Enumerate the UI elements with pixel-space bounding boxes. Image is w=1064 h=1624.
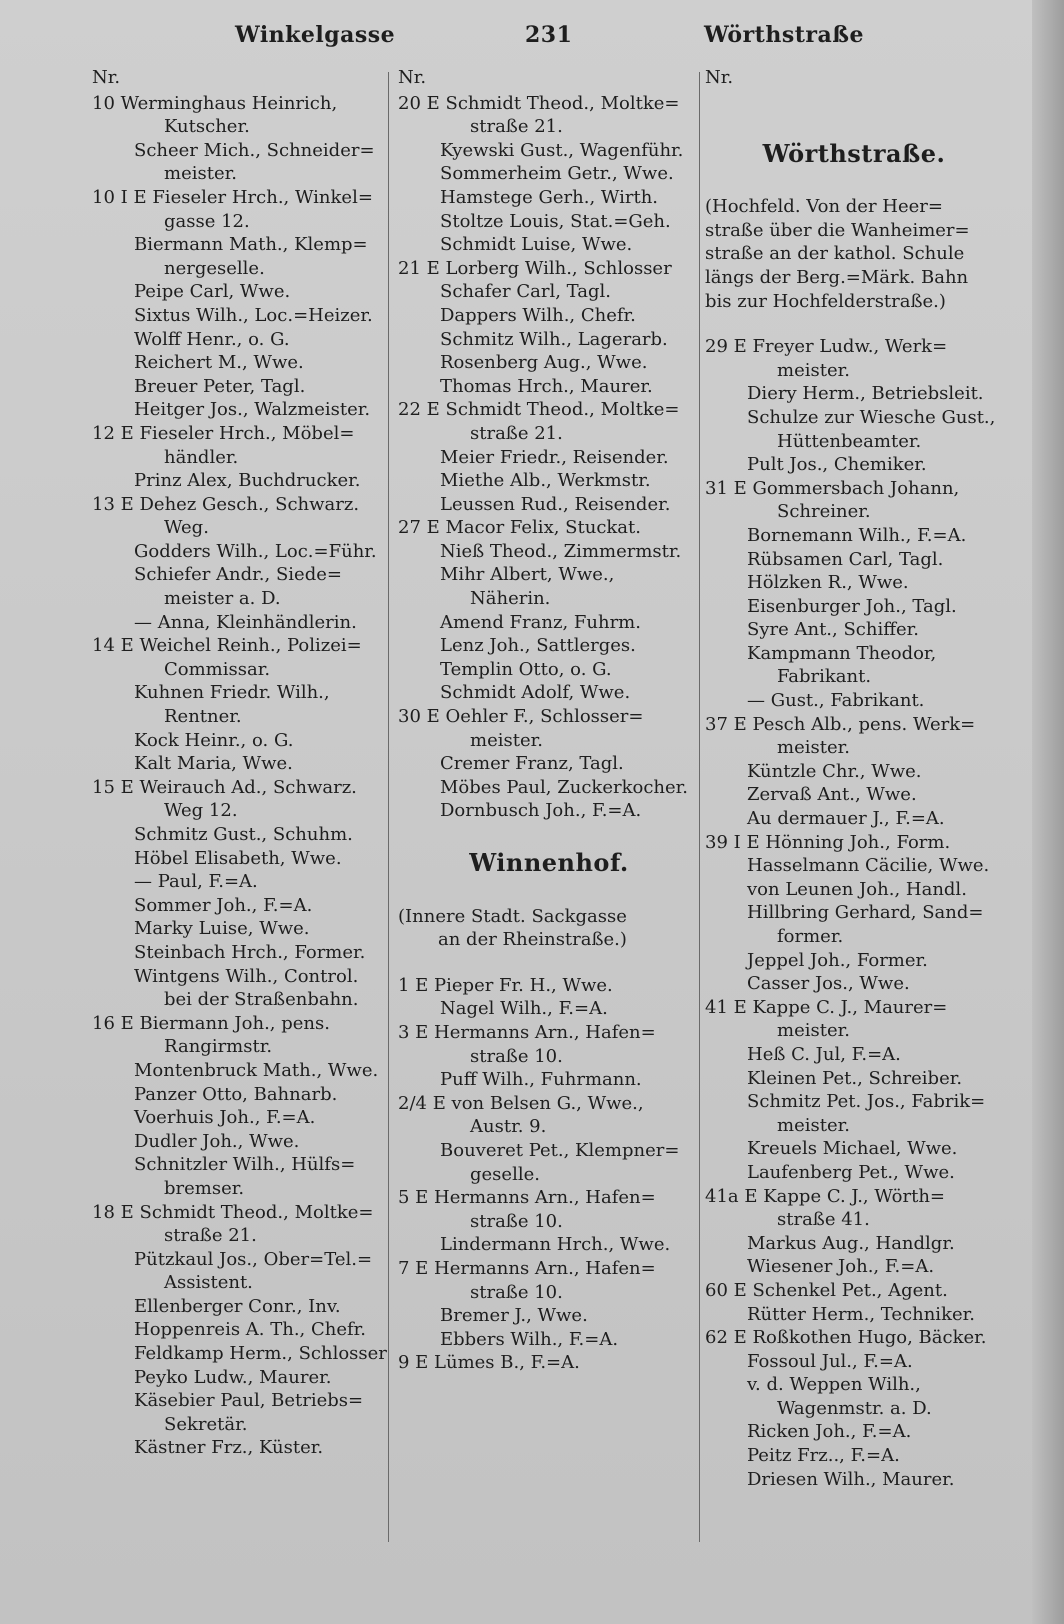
resident-entry-line: Jeppel Joh., Former. [747, 949, 928, 971]
resident-entry-line: Reichert M., Wwe. [134, 352, 304, 374]
street-description-line: an der Rheinstraße.) [438, 929, 627, 951]
resident-entry-line: Möbes Paul, Zuckerkocher. [440, 776, 688, 798]
resident-entry-line: Breuer Peter, Tagl. [134, 375, 306, 397]
resident-entry-line: bremser. [164, 1177, 245, 1199]
resident-entry-line: Leussen Rud., Reisender. [440, 493, 671, 515]
resident-entry-line: meister. [777, 737, 850, 759]
resident-entry-line: Weg 12. [164, 800, 238, 822]
house-entry-line: 41a E Kappe C. J., Wörth= [705, 1185, 946, 1207]
house-entry-line: 22 E Schmidt Theod., Moltke= [398, 399, 680, 421]
resident-entry-line: Ebbers Wilh., F.=A. [440, 1328, 619, 1350]
resident-entry-line: Hüttenbeamter. [777, 430, 922, 452]
house-entry-line: 7 E Hermanns Arn., Hafen= [398, 1257, 656, 1279]
resident-entry-line: Peyko Ludw., Maurer. [134, 1366, 332, 1388]
resident-entry-line: nergeselle. [164, 257, 265, 279]
street-description-line: straße an der kathol. Schule [705, 243, 965, 265]
resident-entry-line: Schulze zur Wiesche Gust., [747, 406, 996, 428]
resident-entry-line: Wolff Henr., o. G. [134, 328, 290, 350]
resident-entry-line: Diery Herm., Betriebsleit. [747, 383, 984, 405]
resident-entry-line: Heitger Jos., Walzmeister. [134, 399, 371, 421]
resident-entry-line: Weg. [164, 517, 209, 539]
resident-entry-line: Driesen Wilh., Maurer. [747, 1468, 955, 1490]
resident-entry-line: Näherin. [470, 588, 551, 610]
resident-entry-line: Höbel Elisabeth, Wwe. [134, 847, 342, 869]
house-entry-line: 31 E Gommersbach Johann, [705, 477, 960, 499]
resident-entry-line: Nagel Wilh., F.=A. [440, 998, 608, 1020]
resident-entry-line: straße 21. [470, 422, 563, 444]
house-entry-line: 18 E Schmidt Theod., Moltke= [92, 1201, 374, 1223]
resident-entry-line: — Paul, F.=A. [134, 871, 258, 893]
resident-entry-line: Ellenberger Conr., Inv. [134, 1295, 341, 1317]
resident-entry-line: Schnitzler Wilh., Hülfs= [134, 1154, 356, 1176]
resident-entry-line: Marky Luise, Wwe. [134, 918, 310, 940]
column-3 [705, 66, 1003, 1491]
house-entry-line: 3 E Hermanns Arn., Hafen= [398, 1021, 656, 1043]
resident-entry-line: Kuhnen Friedr. Wilh., [134, 682, 330, 704]
house-entry-line: 14 E Weichel Reinh., Polizei= [92, 635, 362, 657]
resident-entry-line: Sommerheim Getr., Wwe. [440, 163, 674, 185]
resident-entry-line: Sommer Joh., F.=A. [134, 894, 313, 916]
resident-entry-line: Lenz Joh., Sattlerges. [440, 635, 636, 657]
resident-entry-line: straße 41. [777, 1209, 870, 1231]
number-column-heading: Nr. [398, 67, 427, 88]
resident-entry-line: Rangirmstr. [164, 1036, 273, 1058]
resident-entry-line: meister. [777, 1020, 850, 1042]
resident-entry-line: meister a. D. [164, 588, 281, 610]
resident-entry-line: Wagenmstr. a. D. [777, 1397, 932, 1419]
resident-entry-line: Hillbring Gerhard, Sand= [747, 902, 984, 924]
resident-entry-line: Hölzken R., Wwe. [747, 572, 909, 594]
resident-entry-line: Schreiner. [777, 501, 871, 523]
house-entry-line: 10 Werminghaus Heinrich, [92, 92, 338, 114]
house-entry-line: 27 E Macor Felix, Stuckat. [398, 517, 641, 539]
resident-entry-line: Hasselmann Cäcilie, Wwe. [747, 855, 990, 877]
street-description-line: bis zur Hochfelderstraße.) [705, 290, 946, 312]
resident-entry-line: gasse 12. [164, 210, 250, 232]
page-spine-shadow [1032, 0, 1064, 1624]
resident-entry-line: händler. [164, 446, 239, 468]
resident-entry-line: Laufenberg Pet., Wwe. [747, 1161, 955, 1183]
resident-entry-line: Rütter Herm., Techniker. [747, 1303, 975, 1325]
house-entry-line: 62 E Roßkothen Hugo, Bäcker. [705, 1327, 987, 1349]
resident-entry-line: meister. [777, 1114, 850, 1136]
page-number: 231 [525, 22, 573, 48]
resident-entry-line: — Anna, Kleinhändlerin. [134, 611, 357, 633]
resident-entry-line: Heß C. Jul, F.=A. [747, 1043, 901, 1065]
resident-entry-line: geselle. [470, 1163, 540, 1185]
house-entry-line: 21 E Lorberg Wilh., Schlosser [398, 257, 672, 279]
house-entry-line: 16 E Biermann Joh., pens. [92, 1012, 330, 1034]
resident-entry-line: Miethe Alb., Werkmstr. [440, 470, 651, 492]
house-entry-line: 12 E Fieseler Hrch., Möbel= [92, 422, 355, 444]
resident-entry-line: meister. [470, 729, 543, 751]
resident-entry-line: Kästner Frz., Küster. [134, 1437, 324, 1459]
resident-entry-line: straße 21. [470, 116, 563, 138]
resident-entry-line: Scheer Mich., Schneider= [134, 139, 375, 161]
resident-entry-line: Bouveret Pet., Klempner= [440, 1139, 680, 1161]
house-entry-line: 9 E Lümes B., F.=A. [398, 1352, 580, 1374]
resident-entry-line: Rübsamen Carl, Tagl. [747, 548, 944, 570]
column-1 [92, 66, 394, 1460]
header-left-street: Winkelgasse [235, 22, 396, 48]
resident-entry-line: Peitz Frz.., F.=A. [747, 1445, 900, 1467]
spacer [398, 952, 700, 974]
resident-entry-line: Au dermauer J., F.=A. [747, 808, 945, 830]
resident-entry-line: Biermann Math., Klemp= [134, 234, 368, 256]
resident-entry-line: Schafer Carl, Tagl. [440, 281, 612, 303]
resident-entry-line: — Gust., Fabrikant. [747, 690, 925, 712]
resident-entry-line: Nieß Theod., Zimmermstr. [440, 540, 682, 562]
house-entry-line: 1 E Pieper Fr. H., Wwe. [398, 974, 613, 996]
resident-entry-line: Schmitz Wilh., Lagerarb. [440, 328, 668, 350]
house-entry-line: 30 E Oehler F., Schlosser= [398, 706, 644, 728]
street-description-line: längs der Berg.=Märk. Bahn [705, 266, 969, 288]
house-entry-line: 39 I E Hönning Joh., Form. [705, 831, 951, 853]
resident-entry-line: Schiefer Andr., Siede= [134, 564, 342, 586]
resident-entry-line: Dudler Joh., Wwe. [134, 1130, 300, 1152]
resident-entry-line: Puff Wilh., Fuhrmann. [440, 1069, 642, 1091]
resident-entry-line: Casser Jos., Wwe. [747, 973, 910, 995]
resident-entry-line: Kyewski Gust., Wagenführ. [440, 139, 684, 161]
resident-entry-line: meister. [164, 163, 237, 185]
resident-entry-line: straße 10. [470, 1281, 563, 1303]
resident-entry-line: Kalt Maria, Wwe. [134, 753, 293, 775]
resident-entry-line: Kutscher. [164, 116, 250, 138]
resident-entry-line: Meier Friedr., Reisender. [440, 446, 669, 468]
resident-entry-line: Stoltze Louis, Stat.=Geh. [440, 210, 671, 232]
resident-entry-line: Wintgens Wilh., Control. [134, 965, 359, 987]
resident-entry-line: Mihr Albert, Wwe., [440, 564, 615, 586]
resident-entry-line: Templin Otto, o. G. [440, 658, 612, 680]
resident-entry-line: Eisenburger Joh., Tagl. [747, 595, 957, 617]
house-entry-line: 41 E Kappe C. J., Maurer= [705, 996, 948, 1018]
resident-entry-line: Syre Ant., Schiffer. [747, 619, 920, 641]
header-right-street: Wörthstraße [704, 22, 864, 48]
resident-entry-line: straße 10. [470, 1045, 563, 1067]
resident-entry-line: Cremer Franz, Tagl. [440, 753, 624, 775]
resident-entry-line: Kock Heinr., o. G. [134, 729, 294, 751]
spacer [705, 92, 1003, 114]
resident-entry-line: Dappers Wilh., Chefr. [440, 304, 636, 326]
resident-entry-line: Sixtus Wilh., Loc.=Heizer. [134, 304, 373, 326]
resident-entry-line: Pützkaul Jos., Ober=Tel.= [134, 1248, 373, 1270]
resident-entry-line: Markus Aug., Handlgr. [747, 1232, 955, 1254]
resident-entry-line: Kreuels Michael, Wwe. [747, 1138, 958, 1160]
street-description-line: (Hochfeld. Von der Heer= [705, 196, 943, 218]
number-column-heading: Nr. [705, 67, 734, 88]
house-entry-line: 13 E Dehez Gesch., Schwarz. [92, 493, 360, 515]
resident-entry-line: Hamstege Gerh., Wirth. [440, 186, 659, 208]
street-section-title: Wörthstraße. [762, 138, 946, 168]
house-entry-line: 2/4 E von Belsen G., Wwe., [398, 1092, 644, 1114]
resident-entry-line: Peipe Carl, Wwe. [134, 281, 291, 303]
resident-entry-line: Bornemann Wilh., F.=A. [747, 524, 967, 546]
resident-entry-line: Voerhuis Joh., F.=A. [134, 1107, 316, 1129]
page-header [0, 14, 1064, 50]
house-entry-line: 15 E Weirauch Ad., Schwarz. [92, 776, 357, 798]
resident-entry-line: Pult Jos., Chemiker. [747, 454, 927, 476]
resident-entry-line: Prinz Alex, Buchdrucker. [134, 470, 361, 492]
resident-entry-line: Feldkamp Herm., Schlosser [134, 1343, 387, 1365]
resident-entry-line: Hoppenreis A. Th., Chefr. [134, 1319, 367, 1341]
resident-entry-line: meister. [777, 359, 850, 381]
resident-entry-line: straße 10. [470, 1210, 563, 1232]
resident-entry-line: bei der Straßenbahn. [164, 989, 359, 1011]
resident-entry-line: Wiesener Joh., F.=A. [747, 1256, 935, 1278]
resident-entry-line: former. [777, 926, 844, 947]
resident-entry-line: Fabrikant. [777, 666, 872, 688]
resident-entry-line: Käsebier Paul, Betriebs= [134, 1390, 364, 1412]
resident-entry-line: Godders Wilh., Loc.=Führ. [134, 540, 377, 562]
resident-entry-line: Amend Franz, Fuhrm. [440, 611, 641, 633]
house-entry-line: 5 E Hermanns Arn., Hafen= [398, 1187, 656, 1209]
resident-entry-line: Montenbruck Math., Wwe. [134, 1059, 379, 1081]
house-entry-line: 10 I E Fieseler Hrch., Winkel= [92, 186, 373, 208]
resident-entry-line: Ricken Joh., F.=A. [747, 1421, 912, 1443]
resident-entry-line: Commissar. [164, 658, 271, 680]
house-entry-line: 60 E Schenkel Pet., Agent. [705, 1279, 948, 1301]
resident-entry-line: Schmitz Pet. Jos., Fabrik= [747, 1091, 986, 1113]
resident-entry-line: von Leunen Joh., Handl. [747, 878, 967, 900]
resident-entry-line: Kleinen Pet., Schreiber. [747, 1067, 963, 1089]
resident-entry-line: Schmidt Adolf, Wwe. [440, 682, 631, 704]
resident-entry-line: Thomas Hrch., Maurer. [440, 375, 653, 397]
resident-entry-line: Lindermann Hrch., Wwe. [440, 1234, 671, 1256]
resident-entry-line: Schmitz Gust., Schuhm. [134, 824, 353, 845]
spacer [705, 313, 1003, 335]
house-entry-line: 29 E Freyer Ludw., Werk= [705, 336, 948, 358]
resident-entry-line: Kampmann Theodor, [747, 642, 937, 664]
resident-entry-line: Rosenberg Aug., Wwe. [440, 352, 648, 374]
resident-entry-line: Zervaß Ant., Wwe. [747, 784, 917, 806]
resident-entry-line: Assistent. [164, 1272, 253, 1294]
resident-entry-line: straße 21. [164, 1225, 257, 1247]
resident-entry-line: Steinbach Hrch., Former. [134, 941, 366, 963]
resident-entry-line: Fossoul Jul., F.=A. [747, 1350, 913, 1372]
street-description-line: straße über die Wanheimer= [705, 219, 970, 241]
house-entry-line: 37 E Pesch Alb., pens. Werk= [705, 713, 976, 735]
resident-entry-line: Panzer Otto, Bahnarb. [134, 1083, 338, 1105]
column-2 [398, 66, 700, 1375]
resident-entry-line: Sekretär. [164, 1413, 248, 1435]
resident-entry-line: Dornbusch Joh., F.=A. [440, 800, 642, 822]
number-column-heading: Nr. [92, 67, 121, 88]
street-description-line: (Innere Stadt. Sackgasse [398, 905, 627, 927]
resident-entry-line: Küntzle Chr., Wwe. [747, 760, 922, 782]
resident-entry-line: v. d. Weppen Wilh., [747, 1374, 921, 1396]
house-entry-line: 20 E Schmidt Theod., Moltke= [398, 92, 680, 114]
resident-entry-line: Bremer J., Wwe. [440, 1305, 588, 1327]
resident-entry-line: Rentner. [164, 706, 242, 728]
resident-entry-line: Austr. 9. [470, 1116, 547, 1138]
street-section-title: Winnenhof. [469, 848, 629, 877]
resident-entry-line: Schmidt Luise, Wwe. [440, 234, 633, 256]
